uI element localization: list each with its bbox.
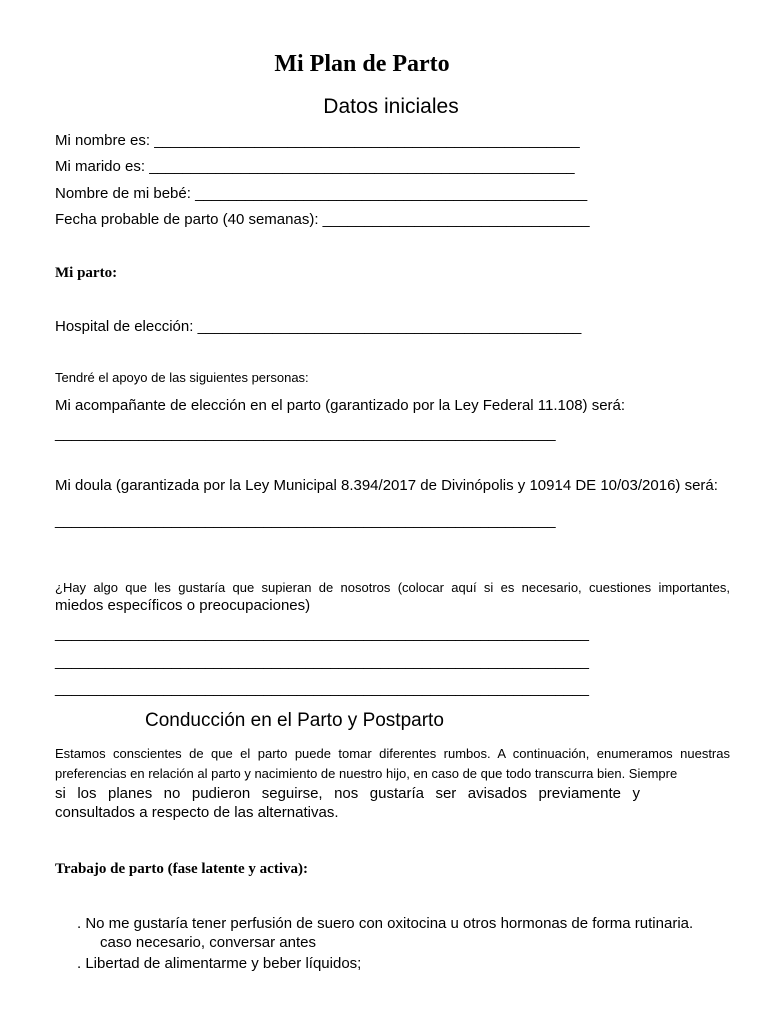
list-item-suero: . No me gustaría tener perfusión de suero con oxitocina u otros hormonas de forma rutinaria. <box>77 915 694 932</box>
question-line-2: miedos específicos o preocupaciones) <box>55 597 311 614</box>
list-item-alimentacion: . Libertad de alimentarme y beber líquidos; <box>77 955 362 972</box>
heading-trabajo-de-parto: Trabajo de parto (fase latente y activa): <box>55 861 308 877</box>
apoyo-intro: Tendré el apoyo de las siguientes personas: <box>55 370 309 385</box>
heading-mi-parto: Mi parto: <box>55 265 118 281</box>
conduccion-paragraph-line-4: consultados a respecto de las alternativas. <box>55 804 339 821</box>
field-nombre: Mi nombre es: ___________________________________________________ <box>55 132 580 149</box>
doula-label: Mi doula (garantizada por la Ley Municipal 8.394/2017 de Divinópolis y 10914 DE 10/03/2016) será: <box>55 477 718 494</box>
list-item-suero-continuation: caso necesario, conversar antes <box>100 934 316 951</box>
field-nombre-bebe: Nombre de mi bebé: _______________________________________________ <box>55 185 588 202</box>
conduccion-paragraph-line-2: preferencias en relación al parto y nacimiento de nuestro hijo, en caso de que todo transcurra bien. Siempre <box>55 766 678 781</box>
conduccion-paragraph-line-1: Estamos conscientes de que el parto puede tomar diferentes rumbos. A continuación, enumeramos nuestras <box>55 746 730 761</box>
answer-line-1: ________________________________________________________________ <box>55 625 589 642</box>
question-line-1: ¿Hay algo que les gustaría que supieran de nosotros (colocar aquí si es necesario, cuestiones importantes, <box>55 580 730 595</box>
heading-conduccion: Conducción en el Parto y Postparto <box>145 710 444 731</box>
document-title: Mi Plan de Parto <box>274 51 450 77</box>
acompanante-line: ____________________________________________________________ <box>55 425 556 442</box>
field-hospital: Hospital de elección: ______________________________________________ <box>55 318 582 335</box>
field-fecha-parto: Fecha probable de parto (40 semanas): ________________________________ <box>55 211 590 228</box>
acompanante-label: Mi acompañante de elección en el parto (garantizado por la Ley Federal 11.108) será: <box>55 397 626 414</box>
section-title-datos-iniciales: Datos iniciales <box>323 95 459 118</box>
doula-line: ____________________________________________________________ <box>55 512 556 529</box>
conduccion-paragraph-line-3: si los planes no pudieron seguirse, nos gustaría ser avisados previamente y <box>55 785 640 802</box>
answer-line-3: ________________________________________________________________ <box>55 680 589 697</box>
field-marido: Mi marido es: ___________________________________________________ <box>55 158 575 175</box>
answer-line-2: ________________________________________________________________ <box>55 653 589 670</box>
